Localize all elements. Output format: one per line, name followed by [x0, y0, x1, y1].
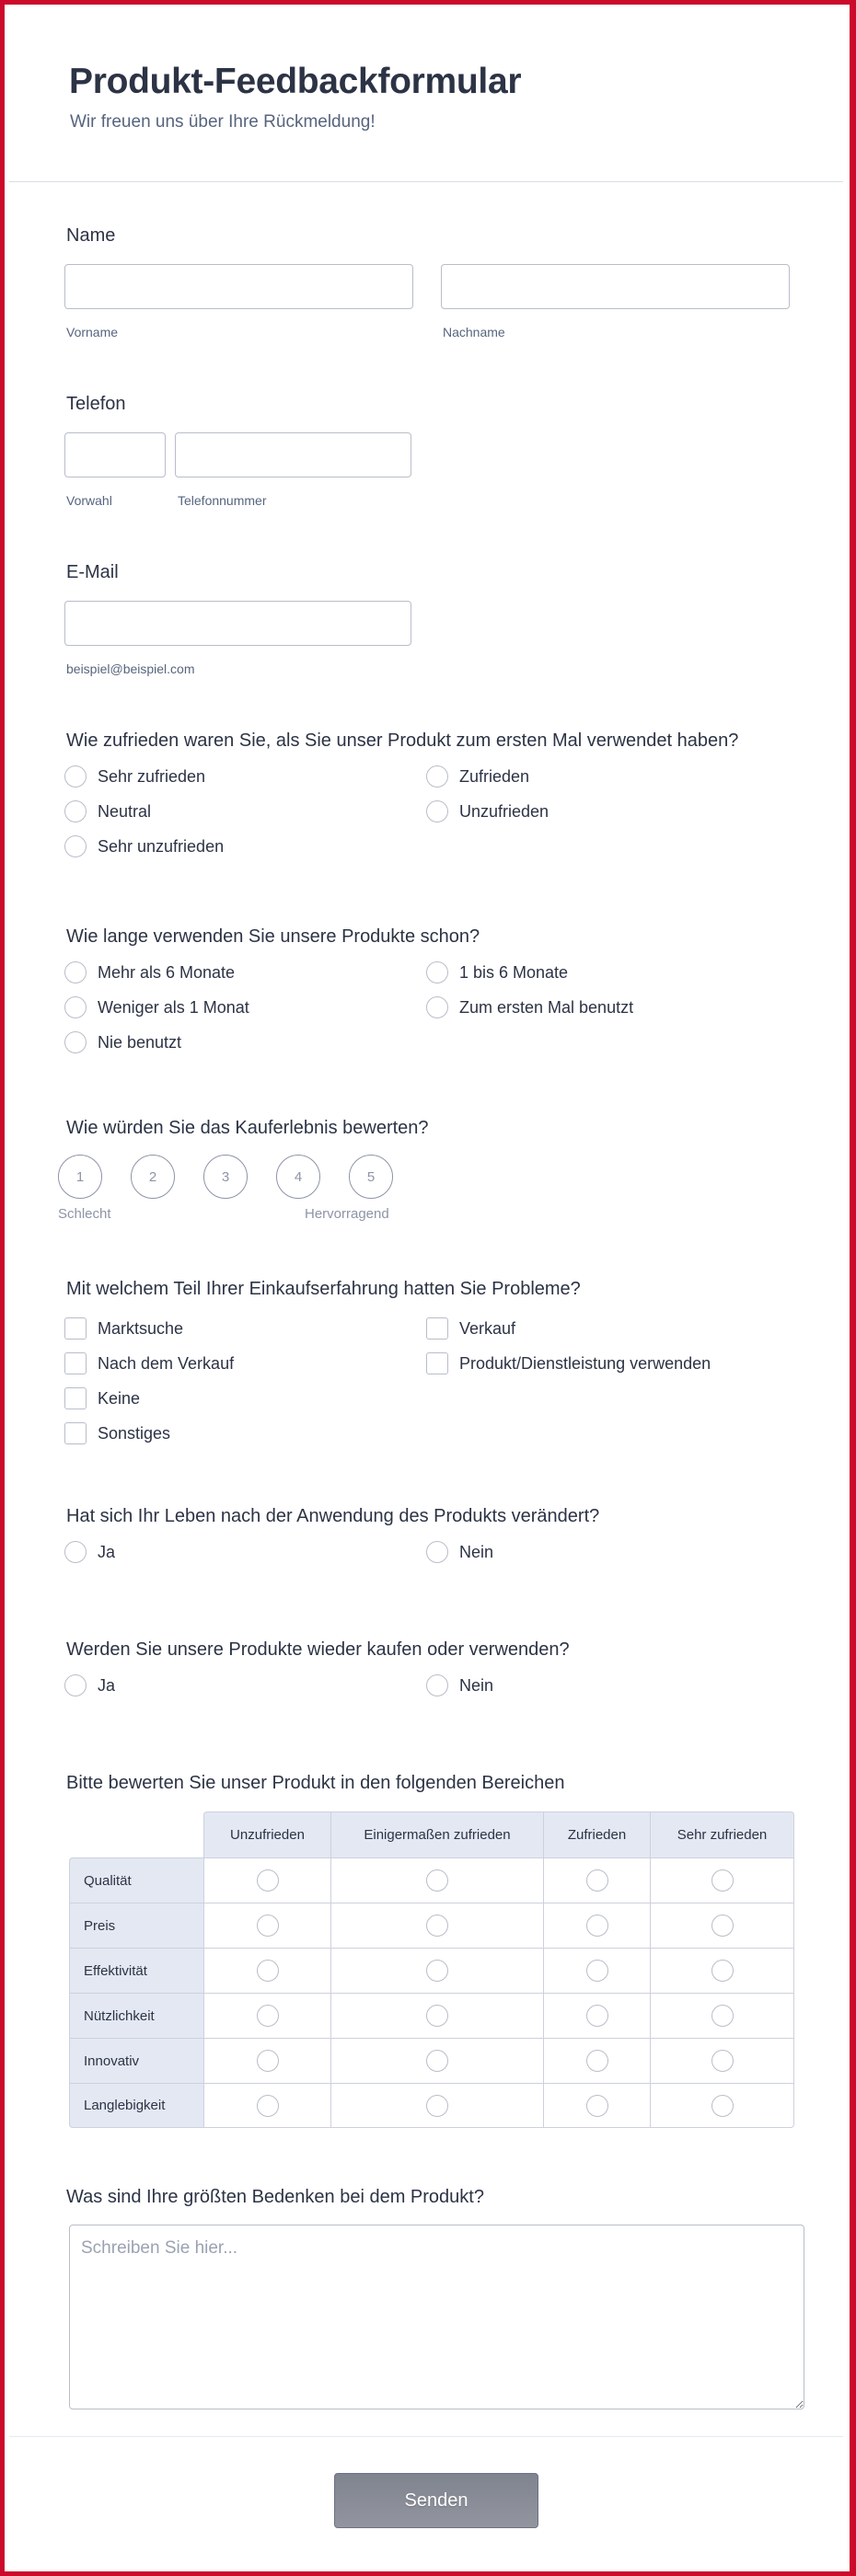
rating-button-1[interactable]: 1 [58, 1155, 102, 1199]
area-code-input[interactable] [64, 432, 166, 477]
duration-question: Wie lange verwenden Sie unsere Produkte schon? [66, 926, 480, 947]
option-label: Sonstiges [98, 1423, 171, 1443]
radio-option[interactable] [64, 996, 249, 1018]
rating-matrix [69, 1811, 794, 2128]
matrix-radio[interactable] [257, 2095, 279, 2117]
first-name-sublabel: Vorname [66, 325, 119, 339]
radio-option[interactable] [426, 961, 568, 983]
radio-option[interactable] [64, 1541, 115, 1563]
radio-option[interactable] [426, 800, 549, 822]
matrix-radio[interactable] [586, 2050, 608, 2072]
matrix-radio[interactable] [711, 2095, 734, 2117]
matrix-radio[interactable] [257, 2050, 279, 2072]
matrix-radio[interactable] [257, 1960, 279, 1982]
matrix-radio[interactable] [711, 1915, 734, 1937]
email-sublabel: beispiel@beispiel.com [66, 661, 195, 676]
area-code-sublabel: Vorwahl [66, 493, 112, 508]
radio-circle[interactable] [426, 961, 448, 983]
matrix-radio[interactable] [257, 2005, 279, 2027]
matrix-row-header: Innovativ [69, 2038, 203, 2083]
matrix-radio[interactable] [711, 2005, 734, 2027]
rating-high-label: Hervorragend [305, 1206, 389, 1222]
checkbox[interactable] [426, 1317, 448, 1340]
matrix-row-header: Effektivität [69, 1948, 203, 1993]
submit-button[interactable]: Senden [334, 2473, 538, 2528]
matrix-radio[interactable] [586, 1869, 608, 1892]
checkbox[interactable] [64, 1387, 87, 1409]
concerns-textarea[interactable] [69, 2225, 804, 2409]
last-name-input[interactable] [441, 264, 790, 309]
radio-circle[interactable] [426, 1541, 448, 1563]
matrix-radio[interactable] [426, 1869, 448, 1892]
matrix-radio[interactable] [426, 1915, 448, 1937]
matrix-radio[interactable] [257, 1915, 279, 1937]
rating-low-label: Schlecht [58, 1206, 111, 1222]
checkbox[interactable] [64, 1422, 87, 1444]
radio-option[interactable] [64, 835, 224, 857]
option-label: Mehr als 6 Monate [98, 962, 236, 982]
matrix-radio[interactable] [711, 1869, 734, 1892]
option-label: Keine [98, 1388, 141, 1408]
option-label: Sehr zufrieden [98, 766, 206, 786]
radio-option[interactable] [426, 765, 529, 788]
matrix-row-header: Qualität [69, 1857, 203, 1903]
radio-option[interactable] [64, 800, 151, 822]
form-header [9, 9, 843, 182]
option-label: Ja [98, 1542, 116, 1561]
radio-circle[interactable] [64, 961, 87, 983]
option-label: Verkauf [459, 1318, 516, 1338]
option-label: Marktsuche [98, 1318, 184, 1338]
radio-circle[interactable] [426, 1674, 448, 1696]
matrix-column-header: Unzufrieden [203, 1811, 330, 1857]
radio-option[interactable] [64, 1031, 181, 1053]
rating-button-4[interactable]: 4 [276, 1155, 320, 1199]
option-label: Unzufrieden [459, 801, 549, 821]
matrix-row-header: Langlebigkeit [69, 2083, 203, 2128]
option-label: Nach dem Verkauf [98, 1353, 235, 1373]
phone-label: Telefon [66, 394, 126, 414]
matrix-radio[interactable] [711, 2050, 734, 2072]
checkbox-option[interactable] [64, 1422, 170, 1444]
radio-circle[interactable] [426, 996, 448, 1018]
matrix-row [69, 2083, 794, 2128]
matrix-row [69, 1948, 794, 1993]
matrix-radio[interactable] [586, 1915, 608, 1937]
option-label: Zum ersten Mal benutzt [459, 997, 634, 1017]
life-changed-question: Hat sich Ihr Leben nach der Anwendung des Produkts verändert? [66, 1506, 600, 1526]
matrix-radio[interactable] [586, 1960, 608, 1982]
rating-button-5[interactable]: 5 [349, 1155, 393, 1199]
radio-option[interactable] [426, 1674, 493, 1696]
matrix-column-header: Einigermaßen zufrieden [330, 1811, 543, 1857]
radio-circle[interactable] [64, 1031, 87, 1053]
matrix-corner [69, 1811, 203, 1857]
satisfaction-question: Wie zufrieden waren Sie, als Sie unser Produkt zum ersten Mal verwendet haben? [66, 730, 739, 751]
option-label: Sehr unzufrieden [98, 836, 225, 856]
email-label: E-Mail [66, 562, 119, 582]
matrix-row-header: Nützlichkeit [69, 1993, 203, 2038]
matrix-row [69, 1857, 794, 1903]
option-label: Neutral [98, 801, 152, 821]
first-name-input[interactable] [64, 264, 413, 309]
radio-option[interactable] [426, 1541, 493, 1563]
radio-option[interactable] [64, 1674, 115, 1696]
matrix-radio[interactable] [426, 2095, 448, 2117]
checkbox-option[interactable] [64, 1387, 140, 1409]
checkbox-option[interactable] [426, 1317, 515, 1340]
radio-circle[interactable] [64, 1674, 87, 1696]
option-label: Nie benutzt [98, 1032, 182, 1052]
radio-circle[interactable] [64, 996, 87, 1018]
matrix-radio[interactable] [586, 2095, 608, 2117]
matrix-radio[interactable] [711, 1960, 734, 1982]
option-label: Weniger als 1 Monat [98, 997, 249, 1017]
option-label: Produkt/Dienstleistung verwenden [459, 1353, 711, 1373]
radio-circle[interactable] [64, 765, 87, 788]
footer-divider [9, 2436, 843, 2437]
matrix-row [69, 1993, 794, 2038]
checkbox-option[interactable] [64, 1352, 234, 1374]
checkbox-option[interactable] [64, 1317, 183, 1340]
matrix-row [69, 2038, 794, 2083]
option-label: Nein [459, 1675, 494, 1695]
matrix-row [69, 1903, 794, 1948]
matrix-question: Bitte bewerten Sie unser Produkt in den folgenden Bereichen [66, 1773, 565, 1793]
checkbox[interactable] [426, 1352, 448, 1374]
rebuy-question: Werden Sie unsere Produkte wieder kaufen oder verwenden? [66, 1639, 570, 1660]
checkbox[interactable] [64, 1317, 87, 1340]
concerns-question: Was sind Ihre größten Bedenken bei dem Produkt? [66, 2187, 484, 2207]
option-label: 1 bis 6 Monate [459, 962, 569, 982]
option-label: Nein [459, 1542, 494, 1561]
checkbox-option[interactable] [426, 1352, 711, 1374]
page-subtitle: Wir freuen uns über Ihre Rückmeldung! [70, 112, 376, 132]
radio-circle[interactable] [426, 800, 448, 822]
radio-circle[interactable] [426, 765, 448, 788]
radio-option[interactable] [64, 961, 235, 983]
radio-circle[interactable] [64, 1541, 87, 1563]
matrix-radio[interactable] [426, 2050, 448, 2072]
radio-option[interactable] [64, 765, 205, 788]
rating-button-3[interactable]: 3 [203, 1155, 248, 1199]
radio-circle[interactable] [64, 835, 87, 857]
phone-number-sublabel: Telefonnummer [178, 493, 267, 508]
name-label: Name [66, 225, 116, 246]
matrix-radio[interactable] [426, 2005, 448, 2027]
checkbox[interactable] [64, 1352, 87, 1374]
email-input[interactable] [64, 601, 411, 646]
rating-question: Wie würden Sie das Kauferlebnis bewerten? [66, 1118, 429, 1138]
page-title: Produkt-Feedbackformular [69, 62, 522, 101]
matrix-radio[interactable] [586, 2005, 608, 2027]
option-label: Zufrieden [459, 766, 530, 786]
problems-question: Mit welchem Teil Ihrer Einkaufserfahrung hatten Sie Probleme? [66, 1279, 581, 1299]
phone-number-input[interactable] [175, 432, 411, 477]
matrix-row-header: Preis [69, 1903, 203, 1948]
option-label: Ja [98, 1675, 116, 1695]
matrix-radio[interactable] [426, 1960, 448, 1982]
radio-option[interactable] [426, 996, 633, 1018]
radio-circle[interactable] [64, 800, 87, 822]
matrix-column-header: Sehr zufrieden [650, 1811, 794, 1857]
matrix-column-header: Zufrieden [543, 1811, 650, 1857]
matrix-radio[interactable] [257, 1869, 279, 1892]
last-name-sublabel: Nachname [443, 325, 505, 339]
rating-button-2[interactable]: 2 [131, 1155, 175, 1199]
